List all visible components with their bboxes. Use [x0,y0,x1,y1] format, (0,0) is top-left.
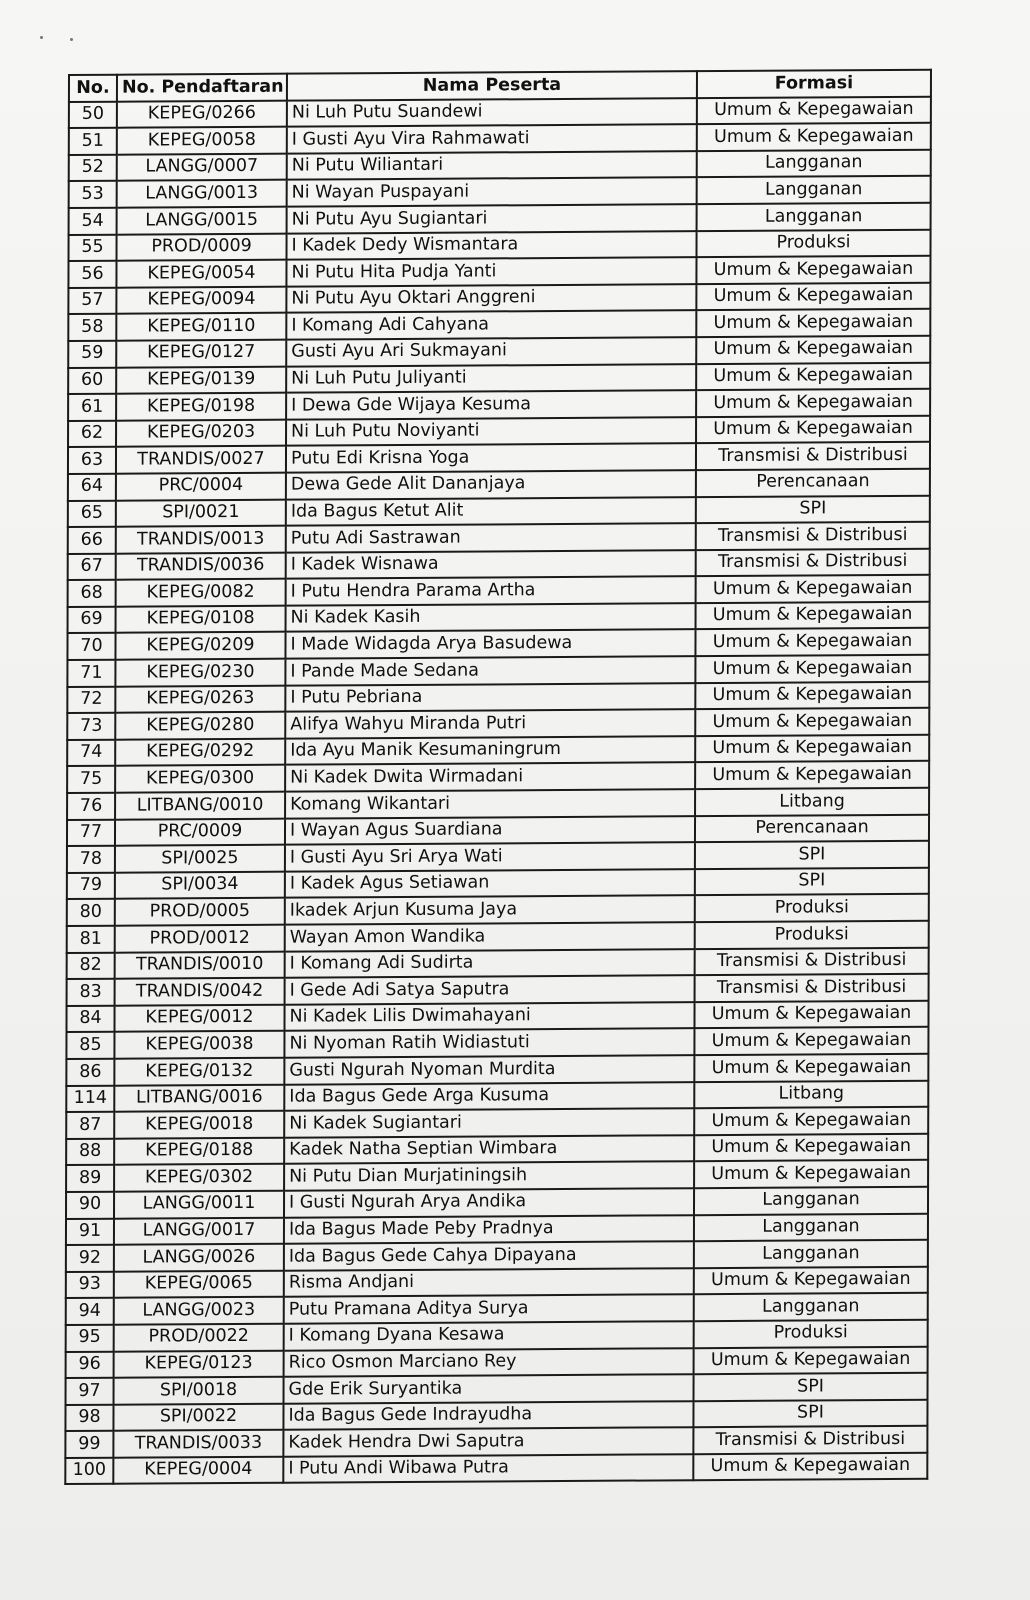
row-registration-number: PRC/0009 [115,818,285,846]
row-number: 99 [65,1431,113,1458]
row-number: 50 [69,101,117,128]
row-number: 91 [66,1218,114,1245]
row-participant-name: I Putu Hendra Parama Artha [286,576,696,605]
row-participant-name: Kadek Natha Septian Wimbara [284,1135,694,1164]
row-formation: Umum & Kepegawaian [694,1346,928,1374]
row-participant-name: Ida Bagus Ketut Alit [286,497,696,526]
row-participant-name: I Komang Adi Cahyana [286,311,696,340]
row-registration-number: TRANDIS/0010 [115,951,285,979]
row-registration-number: KEPEG/0094 [116,286,286,314]
row-number: 65 [68,500,116,527]
row-registration-number: KEPEG/0108 [116,606,286,634]
row-registration-number: KEPEG/0300 [115,765,285,793]
row-participant-name: I Kadek Dedy Wismantara [287,231,697,260]
row-number: 72 [67,686,115,713]
row-formation: Umum & Kepegawaian [695,655,929,683]
row-number: 67 [68,553,116,580]
row-formation: Umum & Kepegawaian [697,123,931,151]
row-registration-number: TRANDIS/0033 [113,1430,283,1458]
row-participant-name: Ni Putu Ayu Oktari Anggreni [286,284,696,313]
row-formation: Langganan [697,150,931,178]
row-participant-name: Ni Luh Putu Noviyanti [286,417,696,446]
row-participant-name: Putu Edi Krisna Yoga [286,443,696,472]
row-number: 71 [67,660,115,687]
row-number: 60 [68,367,116,394]
row-number: 54 [69,208,117,235]
row-participant-name: Ni Kadek Sugiantari [284,1108,694,1137]
row-participant-name: I Komang Adi Sudirta [285,949,695,978]
row-participant-name: I Wayan Agus Suardiana [285,816,695,845]
row-number: 63 [68,447,116,474]
row-participant-name: Gusti Ngurah Nyoman Murdita [284,1055,694,1084]
row-number: 90 [66,1192,114,1219]
row-formation: Perencanaan [695,814,929,842]
row-formation: Produksi [696,229,930,257]
row-formation: Umum & Kepegawaian [694,1054,928,1082]
row-participant-name: Ni Luh Putu Suandewi [287,98,697,127]
row-participant-name: Ida Bagus Gede Indrayudha [283,1401,693,1430]
row-registration-number: SPI/0025 [115,845,285,873]
row-formation: Langganan [694,1293,928,1321]
row-participant-name: Kadek Hendra Dwi Saputra [283,1427,693,1456]
row-participant-name: I Putu Andi Wibawa Putra [283,1454,693,1483]
row-participant-name: Wayan Amon Wandika [285,922,695,951]
row-formation: Langganan [694,1187,928,1215]
row-registration-number: KEPEG/0054 [116,260,286,288]
row-number: 81 [67,926,115,953]
row-formation: Umum & Kepegawaian [695,681,929,709]
row-formation: Umum & Kepegawaian [696,362,930,390]
row-participant-name: Ni Putu Dian Murjatiningsih [284,1162,694,1191]
row-participant-name: Putu Pramana Aditya Surya [284,1295,694,1324]
row-registration-number: KEPEG/0266 [117,100,287,128]
row-participant-name: I Made Widagda Arya Basudewa [285,630,695,659]
row-number: 55 [69,234,117,261]
row-registration-number: LANGG/0007 [117,153,287,181]
row-number: 51 [69,128,117,155]
row-formation: Transmisi & Distribusi [696,522,930,550]
paper-specks [40,34,100,44]
row-formation: Umum & Kepegawaian [696,575,930,603]
row-participant-name: Ni Putu Wiliantari [287,151,697,180]
row-participant-name: Ni Wayan Puspayani [287,178,697,207]
row-registration-number: PROD/0012 [115,925,285,953]
row-number: 82 [67,952,115,979]
row-participant-name: Ida Bagus Gede Arga Kusuma [284,1082,694,1111]
row-number: 93 [66,1271,114,1298]
row-number: 75 [67,766,115,793]
row-formation: Umum & Kepegawaian [697,96,931,124]
row-registration-number: KEPEG/0203 [116,419,286,447]
row-registration-number: KEPEG/0004 [113,1457,283,1485]
row-number: 70 [67,633,115,660]
row-formation: SPI [695,841,929,869]
row-registration-number: LANGG/0015 [117,207,287,235]
row-participant-name: I Komang Dyana Kesawa [284,1321,694,1350]
row-formation: Transmisi & Distribusi [695,947,929,975]
row-participant-name: I Putu Pebriana [285,683,695,712]
row-number: 57 [68,287,116,314]
row-participant-name: I Gusti Ngurah Arya Andika [284,1188,694,1217]
row-formation: SPI [694,1373,928,1401]
row-participant-name: I Kadek Wisnawa [286,550,696,579]
row-number: 95 [66,1325,114,1352]
row-formation: Umum & Kepegawaian [693,1453,927,1481]
row-formation: Litbang [694,1080,928,1108]
row-registration-number: LANGG/0023 [114,1297,284,1325]
row-registration-number: SPI/0022 [113,1403,283,1431]
row-registration-number: KEPEG/0058 [117,127,287,155]
row-participant-name: Dewa Gede Alit Dananjaya [286,470,696,499]
row-participant-name: Ni Putu Hita Pudja Yanti [286,257,696,286]
row-registration-number: SPI/0021 [116,499,286,527]
header-participant-name: Nama Peserta [287,71,697,100]
row-participant-name: Gusti Ayu Ari Sukmayani [286,337,696,366]
table-row [65,1453,927,1485]
row-formation: Perencanaan [696,469,930,497]
row-participant-name: I Gusti Ayu Sri Arya Wati [285,842,695,871]
row-formation: Umum & Kepegawaian [694,1001,928,1029]
row-participant-name: Ni Nyoman Ratih Widiastuti [284,1029,694,1058]
row-participant-name: Ni Kadek Kasih [286,603,696,632]
row-number: 76 [67,793,115,820]
row-participant-name: Rico Osmon Marciano Rey [284,1348,694,1377]
row-number: 58 [68,314,116,341]
row-registration-number: PROD/0022 [114,1324,284,1352]
row-formation: Langganan [694,1213,928,1241]
row-registration-number: LANGG/0011 [114,1191,284,1219]
row-registration-number: KEPEG/0018 [114,1111,284,1139]
row-formation: Umum & Kepegawaian [696,256,930,284]
row-registration-number: PRC/0004 [116,473,286,501]
row-participant-name: Alifya Wahyu Miranda Putri [285,709,695,738]
header-no: No. [69,75,117,102]
row-formation: Umum & Kepegawaian [696,602,930,630]
row-formation: Umum & Kepegawaian [696,415,930,443]
row-registration-number: KEPEG/0188 [114,1137,284,1165]
row-formation: Langganan [694,1240,928,1268]
row-formation: SPI [695,868,929,896]
row-participant-name: Ida Bagus Gede Cahya Dipayana [284,1241,694,1270]
row-number: 85 [66,1032,114,1059]
row-participant-name: Ida Bagus Made Peby Pradnya [284,1215,694,1244]
row-participant-name: Ida Ayu Manik Kesumaningrum [285,736,695,765]
row-formation: Umum & Kepegawaian [694,1160,928,1188]
row-number: 52 [69,154,117,181]
row-registration-number: KEPEG/0139 [116,366,286,394]
participant-table-wrapper [64,69,930,1486]
row-participant-name: Ni Putu Ayu Sugiantari [287,204,697,233]
row-participant-name: I Dewa Gde Wijaya Kesuma [286,390,696,419]
row-participant-name: Ni Kadek Dwita Wirmadani [285,763,695,792]
row-formation: Umum & Kepegawaian [696,309,930,337]
row-formation: Umum & Kepegawaian [694,1027,928,1055]
row-number: 84 [66,1006,114,1033]
row-registration-number: KEPEG/0263 [115,685,285,713]
row-number: 62 [68,420,116,447]
row-registration-number: LANGG/0013 [117,180,287,208]
row-number: 56 [68,261,116,288]
row-formation: Umum & Kepegawaian [695,761,929,789]
row-formation: SPI [693,1399,927,1427]
row-participant-name: I Gede Adi Satya Saputra [285,975,695,1004]
row-formation: Umum & Kepegawaian [696,282,930,310]
row-participant-name: I Pande Made Sedana [285,656,695,685]
row-number: 78 [67,846,115,873]
row-registration-number: KEPEG/0127 [116,340,286,368]
row-participant-name: Ikadek Arjun Kusuma Jaya [285,896,695,925]
row-number: 87 [66,1112,114,1139]
row-number: 89 [66,1165,114,1192]
row-registration-number: KEPEG/0292 [115,739,285,767]
row-formation: Transmisi & Distribusi [695,974,929,1002]
row-formation: Produksi [695,921,929,949]
row-number: 59 [68,341,116,368]
row-number: 92 [66,1245,114,1272]
row-participant-name: Ni Luh Putu Juliyanti [286,364,696,393]
row-formation: Transmisi & Distribusi [696,442,930,470]
row-registration-number: KEPEG/0123 [114,1350,284,1378]
row-registration-number: KEPEG/0110 [116,313,286,341]
row-registration-number: KEPEG/0065 [114,1270,284,1298]
row-formation: SPI [696,495,930,523]
row-number: 73 [67,713,115,740]
row-registration-number: KEPEG/0038 [114,1031,284,1059]
participant-table [64,69,932,1486]
row-participant-name: Komang Wikantari [285,789,695,818]
row-registration-number: KEPEG/0198 [116,393,286,421]
row-number: 61 [68,394,116,421]
row-number: 96 [66,1351,114,1378]
row-participant-name: Ni Kadek Lilis Dwimahayani [284,1002,694,1031]
row-participant-name: I Gusti Ayu Vira Rahmawati [287,124,697,153]
row-number: 66 [68,527,116,554]
row-registration-number: TRANDIS/0042 [115,978,285,1006]
row-participant-name: I Kadek Agus Setiawan [285,869,695,898]
row-registration-number: PROD/0009 [117,233,287,261]
row-formation: Litbang [695,788,929,816]
row-number: 68 [68,580,116,607]
row-registration-number: TRANDIS/0036 [116,552,286,580]
row-number: 53 [69,181,117,208]
row-number: 100 [65,1458,113,1485]
row-number: 69 [68,607,116,634]
row-formation: Produksi [694,1320,928,1348]
row-formation: Umum & Kepegawaian [695,735,929,763]
row-formation: Langganan [697,176,931,204]
row-registration-number: KEPEG/0132 [114,1058,284,1086]
row-formation: Umum & Kepegawaian [696,389,930,417]
row-number: 64 [68,474,116,501]
row-formation: Transmisi & Distribusi [693,1426,927,1454]
row-formation: Langganan [697,203,931,231]
row-number: 79 [67,873,115,900]
header-formation: Formasi [697,70,931,98]
row-formation: Umum & Kepegawaian [694,1266,928,1294]
row-number: 88 [66,1138,114,1165]
row-registration-number: SPI/0018 [114,1377,284,1405]
row-formation: Umum & Kepegawaian [695,628,929,656]
row-registration-number: PROD/0005 [115,898,285,926]
row-formation: Umum & Kepegawaian [696,336,930,364]
row-number: 114 [66,1085,114,1112]
row-formation: Umum & Kepegawaian [695,708,929,736]
row-number: 94 [66,1298,114,1325]
table-body [65,96,931,1484]
row-participant-name: Putu Adi Sastrawan [286,523,696,552]
row-participant-name: Risma Andjani [284,1268,694,1297]
row-number: 80 [67,899,115,926]
row-registration-number: TRANDIS/0027 [116,446,286,474]
row-number: 74 [67,740,115,767]
row-formation: Produksi [695,894,929,922]
row-formation: Umum & Kepegawaian [694,1134,928,1162]
row-participant-name: Gde Erik Suryantika [284,1374,694,1403]
row-number: 83 [67,979,115,1006]
row-formation: Umum & Kepegawaian [694,1107,928,1135]
row-registration-number: LITBANG/0010 [115,792,285,820]
row-registration-number: SPI/0034 [115,872,285,900]
row-registration-number: LANGG/0017 [114,1217,284,1245]
row-registration-number: KEPEG/0209 [115,632,285,660]
row-formation: Transmisi & Distribusi [696,548,930,576]
row-registration-number: KEPEG/0280 [115,712,285,740]
header-registration-number: No. Pendaftaran [117,74,287,102]
row-registration-number: KEPEG/0302 [114,1164,284,1192]
row-registration-number: KEPEG/0012 [114,1004,284,1032]
row-number: 86 [66,1059,114,1086]
row-number: 77 [67,819,115,846]
row-registration-number: KEPEG/0230 [115,659,285,687]
row-registration-number: LITBANG/0016 [114,1084,284,1112]
row-number: 97 [66,1378,114,1405]
row-registration-number: KEPEG/0082 [116,579,286,607]
row-registration-number: LANGG/0026 [114,1244,284,1272]
row-number: 98 [65,1404,113,1431]
row-registration-number: TRANDIS/0013 [116,526,286,554]
